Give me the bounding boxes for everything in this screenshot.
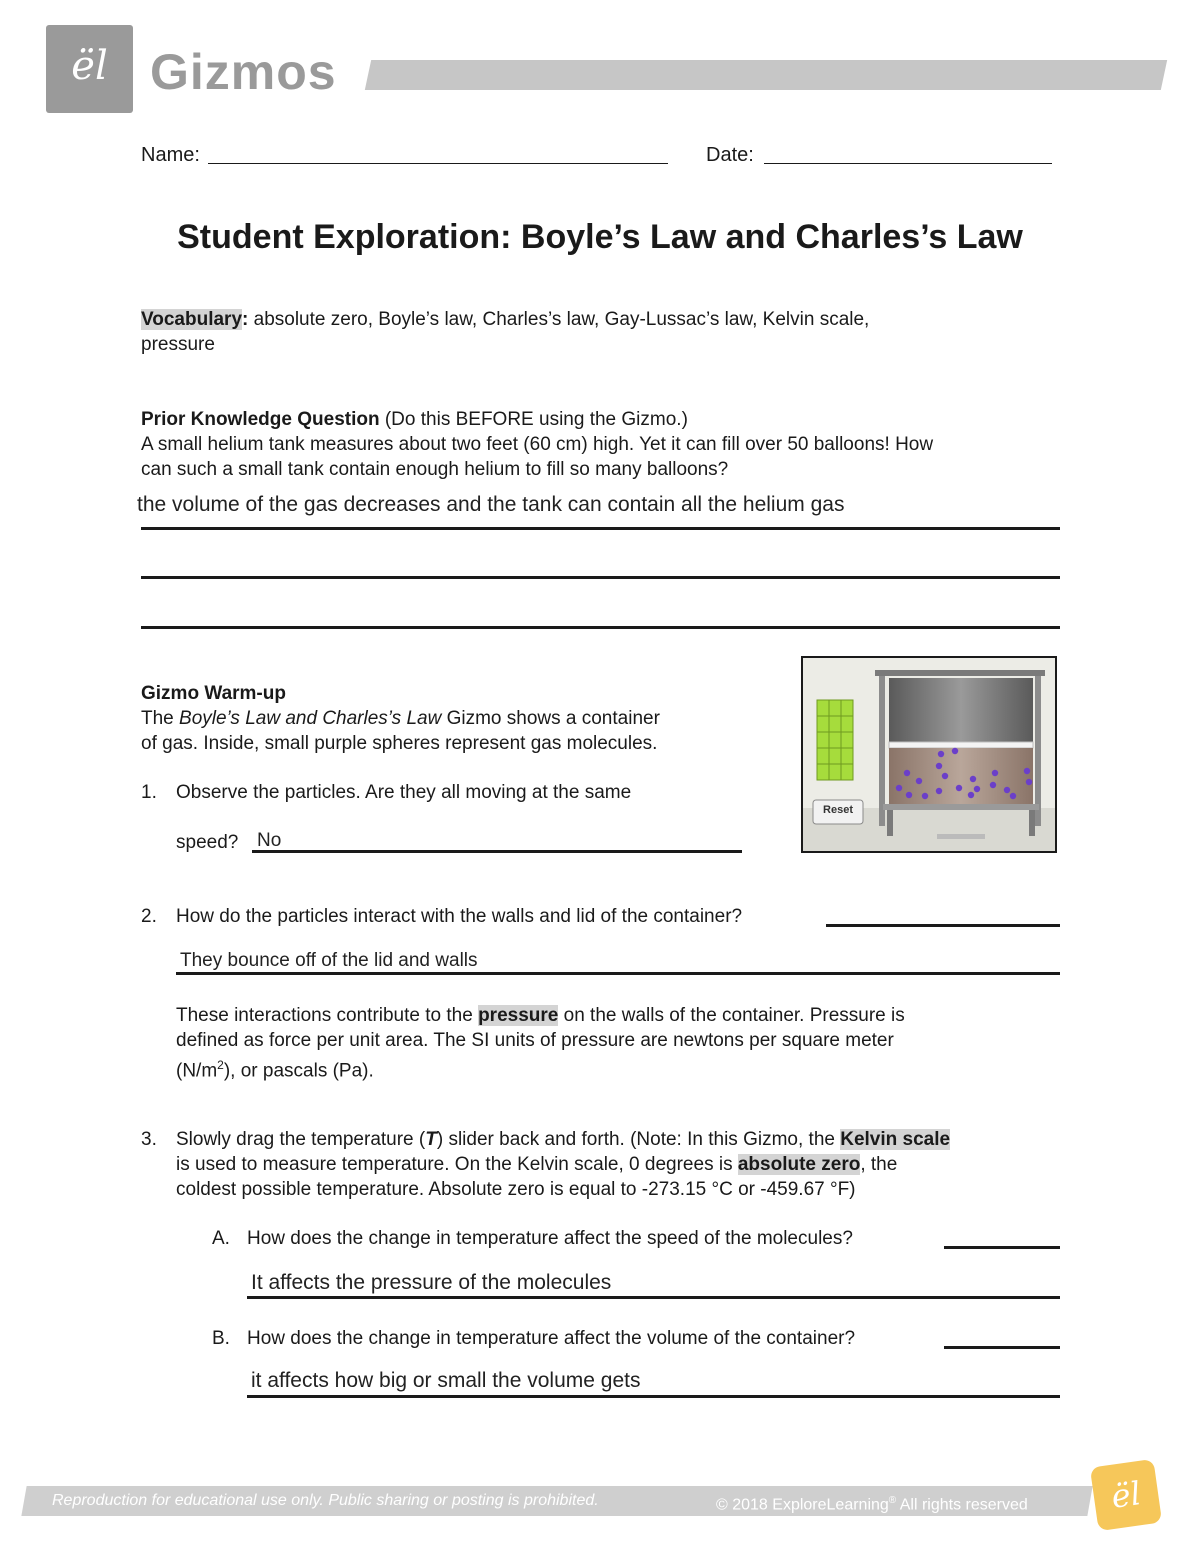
pressure-para-l1-prefix: These interactions contribute to the — [176, 1005, 479, 1026]
name-field[interactable] — [208, 163, 668, 164]
logo-glyph: ël — [71, 43, 108, 89]
q3a-answer-line-short — [944, 1246, 1060, 1249]
answer-line-1 — [141, 527, 1060, 530]
q2-answer[interactable]: They bounce off of the lid and walls — [180, 950, 478, 971]
footer-copyright-text: © 2018 ExploreLearning — [716, 1496, 889, 1514]
q3b-letter: B. — [212, 1328, 230, 1349]
q3-text — [176, 1127, 1076, 1202]
warmup-block — [141, 681, 781, 756]
kelvin-scale-term: Kelvin scale — [840, 1129, 951, 1150]
q2-answer-line-short — [826, 924, 1060, 927]
q1-text: Observe the particles. Are they all moving at the same — [176, 782, 632, 803]
q1-answer[interactable]: No — [257, 830, 282, 851]
gizmos-logo-badge — [46, 25, 133, 113]
answer-line-2 — [141, 576, 1060, 579]
header-bar — [365, 60, 1167, 90]
q3-temperature-var: T — [425, 1129, 437, 1150]
q3b-answer-line-short — [944, 1346, 1060, 1349]
vocabulary-colon: : — [242, 309, 249, 330]
warmup-intro-prefix: The — [141, 708, 180, 729]
footer-registered: ® — [888, 1495, 897, 1506]
vocabulary-terms: absolute zero, Boyle’s law, Charles’s law, Gay-Lussac’s law, Kelvin scale, — [248, 309, 870, 330]
q2-number: 2. — [141, 906, 157, 927]
brand-name: Gizmos — [150, 44, 337, 100]
gizmo-screenshot — [801, 656, 1057, 853]
pressure-para-l2: defined as force per unit area. The SI units of pressure are newtons per square meter — [176, 1030, 894, 1051]
warmup-intro-suffix: Gizmo shows a container — [441, 708, 660, 729]
date-field[interactable] — [764, 163, 1052, 164]
q3b-text: How does the change in temperature affect the volume of the container? — [247, 1328, 856, 1349]
date-label: Date: — [706, 144, 754, 166]
q3-number: 3. — [141, 1129, 157, 1150]
pressure-para-l3-prefix: (N/m — [176, 1060, 218, 1082]
vocabulary-label: Vocabulary — [141, 309, 243, 330]
q3a-answer-line — [247, 1296, 1060, 1299]
vocabulary-block — [141, 307, 1061, 357]
warmup-gizmo-name: Boyle’s Law and Charles’s Law — [179, 708, 442, 729]
answer-line-3 — [141, 626, 1060, 629]
reset-button-label: Reset — [823, 804, 853, 816]
q1-number: 1. — [141, 782, 157, 803]
q3-l3: coldest possible temperature. Absolute zero is equal to -273.15 °C or -459.67 °F) — [176, 1179, 856, 1200]
q3b-answer-line — [247, 1395, 1060, 1398]
absolute-zero-term: absolute zero — [737, 1154, 861, 1175]
weight-blocks — [817, 700, 853, 780]
pressure-paragraph — [176, 1003, 1066, 1083]
prior-knowledge-question-1: A small helium tank measures about two feet (60 cm) high. Yet it can fill over 50 balloons! How — [141, 434, 934, 455]
name-label: Name: — [141, 144, 200, 166]
q2-answer-line — [176, 972, 1060, 975]
prior-knowledge-answer[interactable]: the volume of the gas decreases and the tank can contain all the helium gas — [137, 493, 845, 516]
pressure-para-l3-sup: 2 — [217, 1058, 224, 1072]
q3-l2-prefix: is used to measure temperature. On the Kelvin scale, 0 degrees is — [176, 1154, 738, 1175]
page-title: Student Exploration: Boyle’s Law and Charles’s Law — [177, 218, 1023, 256]
q3b-answer[interactable]: it affects how big or small the volume gets — [251, 1369, 641, 1392]
q3-l2-suffix: , the — [860, 1154, 898, 1175]
q3a-answer[interactable]: It affects the pressure of the molecules — [251, 1271, 612, 1294]
q3a-text: How does the change in temperature affect the speed of the molecules? — [247, 1228, 853, 1249]
vocabulary-terms-cont: pressure — [141, 334, 215, 355]
prior-knowledge-question-2: can such a small tank contain enough helium to fill so many balloons? — [141, 459, 729, 480]
pressure-para-l1-suffix: on the walls of the container. Pressure is — [558, 1005, 905, 1026]
q1-text-cont: speed? — [176, 832, 239, 853]
pressure-para-l3-suffix: ), or pascals (Pa). — [223, 1060, 374, 1082]
warmup-intro-line2: of gas. Inside, small purple spheres represent gas molecules. — [141, 733, 658, 754]
prior-knowledge-note: (Do this BEFORE using the Gizmo.) — [379, 409, 688, 430]
q3-l1-prefix: Slowly drag the temperature ( — [176, 1129, 426, 1150]
footer-logo-badge — [1090, 1459, 1162, 1531]
pressure-term: pressure — [478, 1005, 559, 1026]
gizmo-illustration — [803, 658, 1055, 851]
prior-knowledge-heading: Prior Knowledge Question — [141, 409, 380, 430]
footer-copyright — [716, 1486, 1028, 1520]
footer-logo-glyph: ël — [1108, 1474, 1144, 1516]
footer-rights: All rights reserved — [896, 1496, 1028, 1514]
q3-l1-mid: ) slider back and forth. (Note: In this Gizmo, the — [436, 1129, 841, 1150]
prior-knowledge-block — [141, 407, 1071, 482]
warmup-heading: Gizmo Warm-up — [141, 683, 286, 704]
q2-text: How do the particles interact with the walls and lid of the container? — [176, 906, 743, 927]
q1-answer-line — [252, 850, 742, 853]
footer-notice: Reproduction for educational use only. Public sharing or posting is prohibited. — [52, 1492, 599, 1509]
q3a-letter: A. — [212, 1228, 230, 1249]
